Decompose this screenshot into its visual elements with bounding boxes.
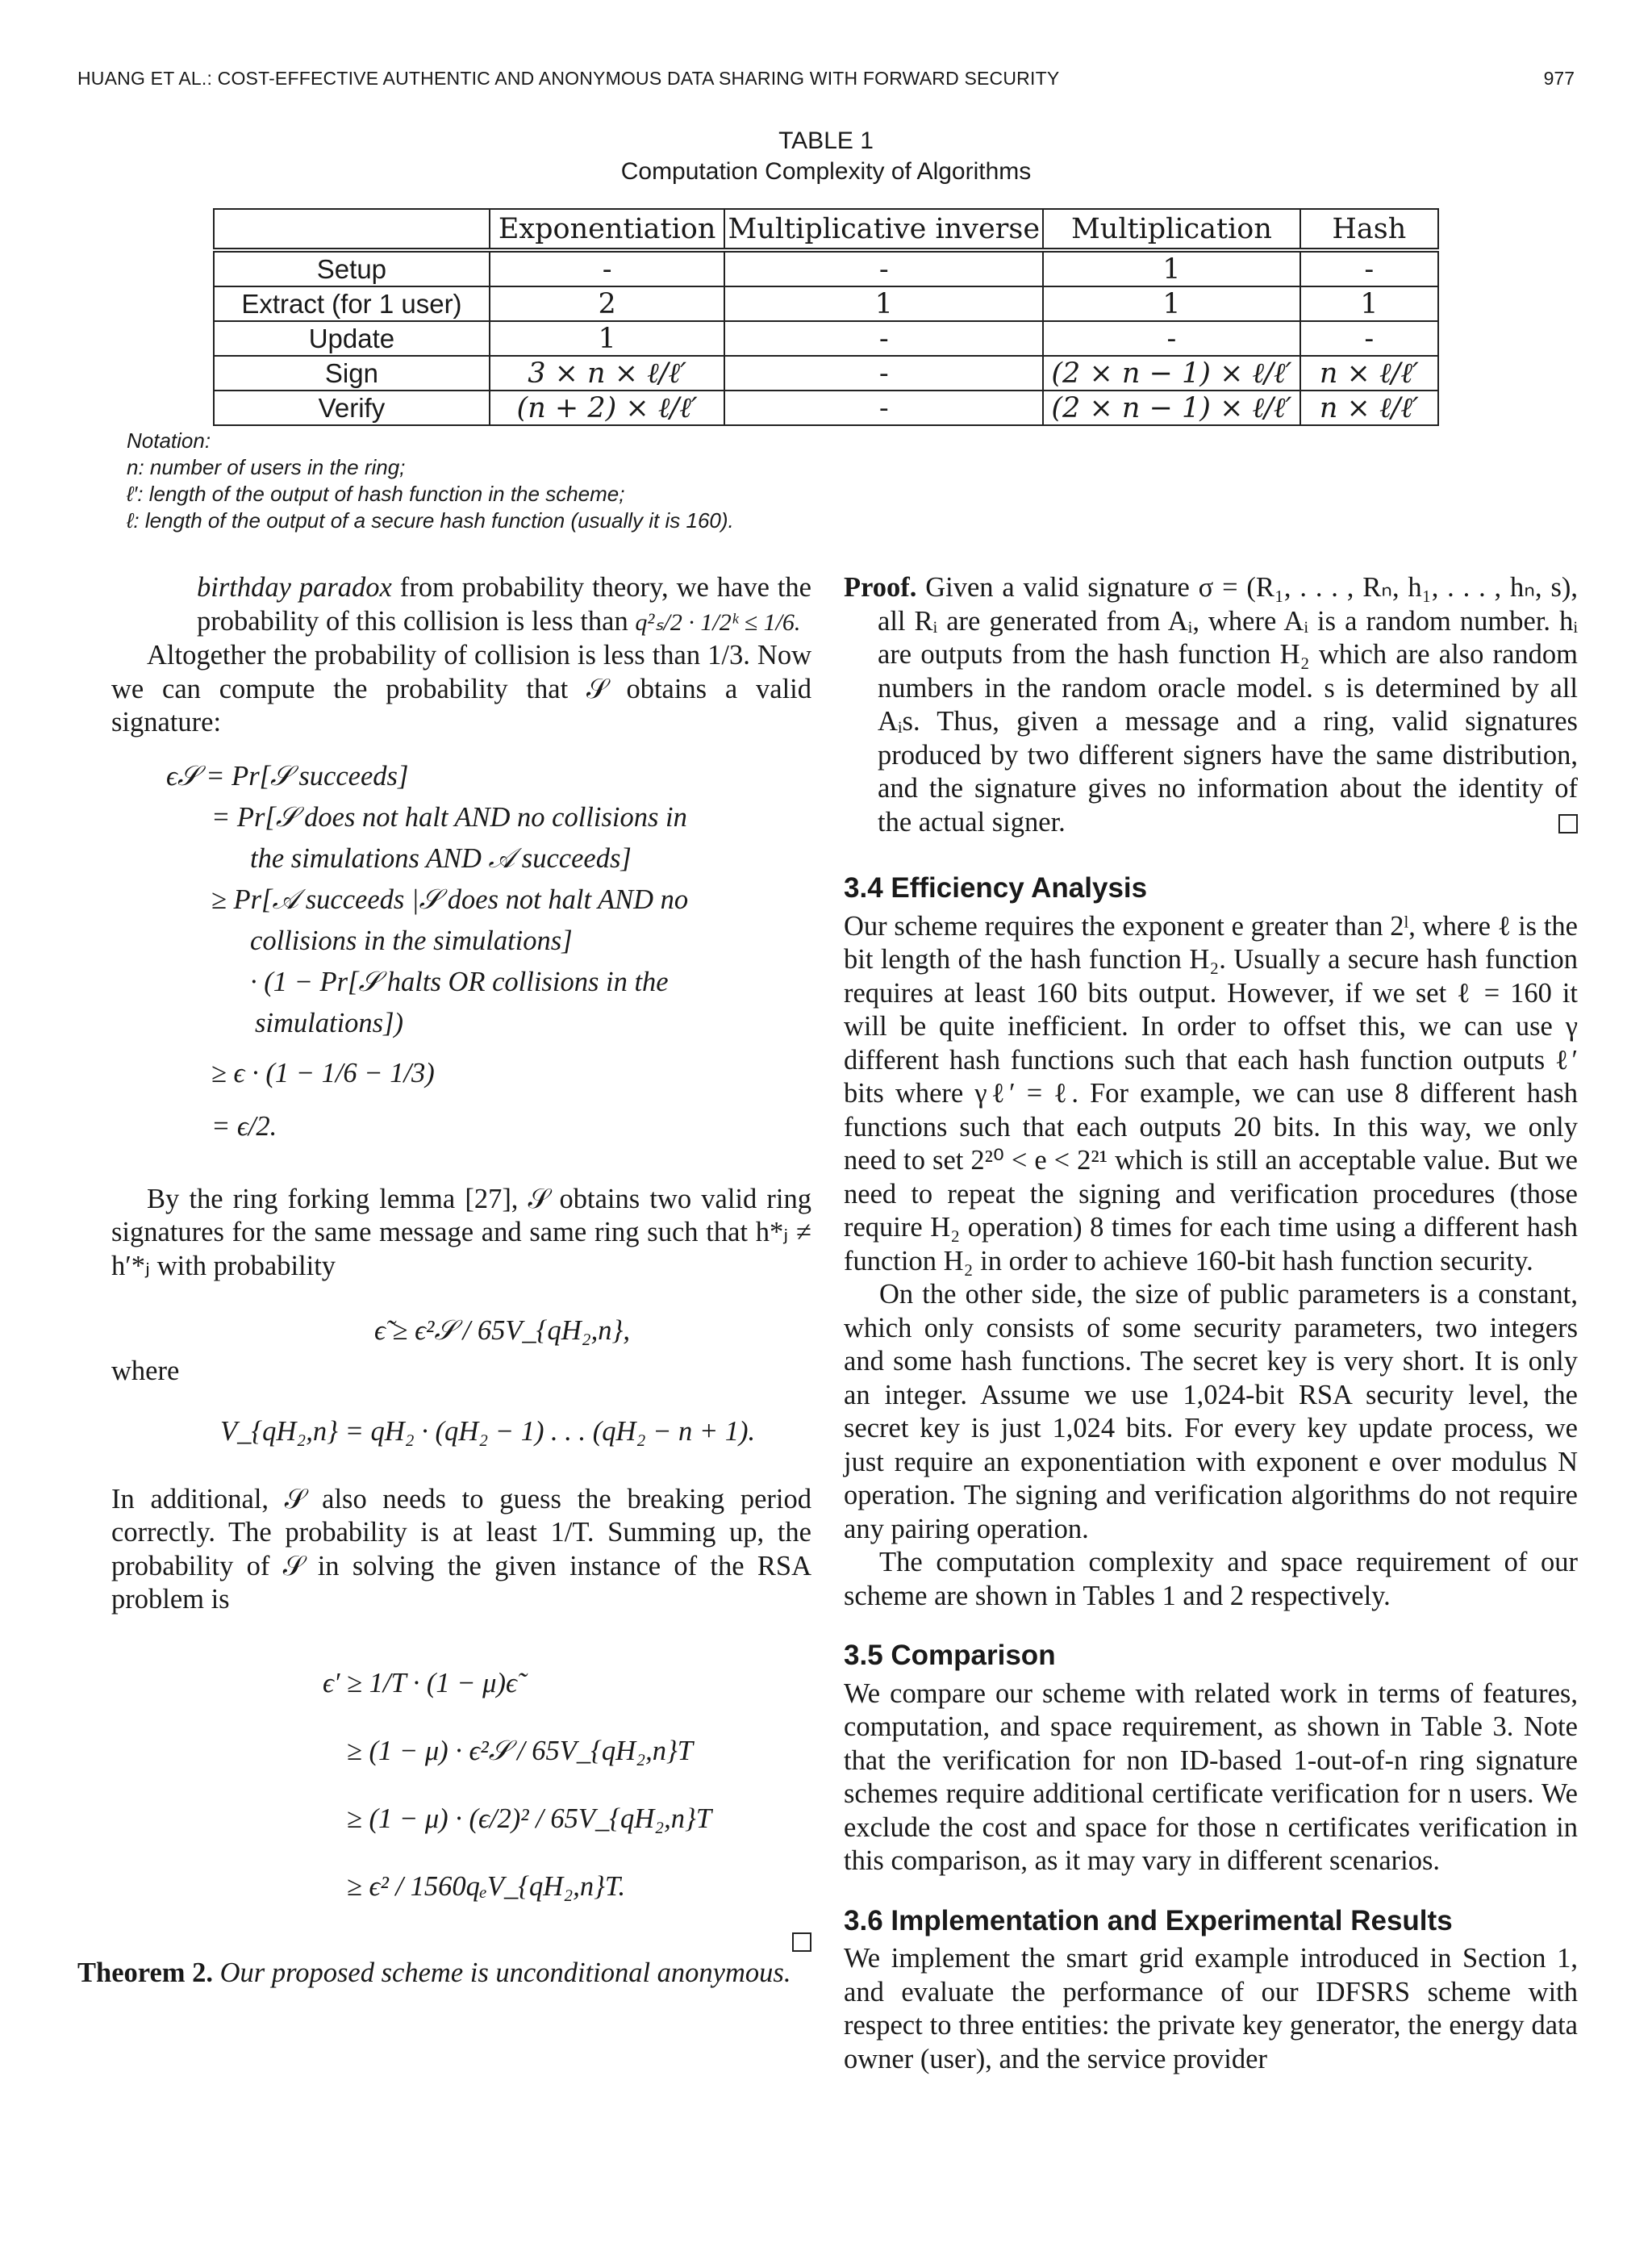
table-row	[214, 356, 1438, 391]
table-header-cell: Multiplicative inverse	[724, 209, 1043, 250]
theorem-text: Our proposed scheme is unconditional anonymous.	[219, 1957, 791, 1988]
table-row	[214, 321, 1438, 356]
theorem-label: Theorem 2.	[77, 1957, 214, 1988]
qed-row	[111, 1924, 811, 1957]
equation-epsilon-tilde: ϵ̃ ≥ ϵ²𝒮 / 65V_{qH₂,n},	[374, 1315, 630, 1346]
table-cell: n × ℓ/ℓ′	[1300, 391, 1438, 425]
notation-item: n: number of users in the ring;	[127, 455, 406, 479]
equation-line: · (1 − Pr[𝒮 halts OR collisions in the	[250, 966, 669, 997]
table-cell: -	[1300, 250, 1438, 286]
table-cell: 1	[1043, 286, 1300, 321]
table-cell: -	[1300, 321, 1438, 356]
table-cell: Verify	[214, 391, 490, 425]
notation-item: ℓ: length of the output of a secure hash function (usually it is 160).	[127, 508, 734, 533]
equation-line: ≥ Pr[𝒜 succeeds |𝒮 does not halt AND no	[211, 884, 689, 915]
qed-square-icon	[1558, 814, 1578, 833]
paragraph	[111, 571, 811, 639]
table-cell: -	[724, 356, 1043, 391]
equation-line: the simulations AND 𝒜 succeeds]	[250, 842, 632, 874]
inline-formula: q²ₛ/2 · 1/2ᵏ ≤ 1/6.	[635, 608, 801, 636]
notation-title: Notation:	[127, 428, 211, 453]
equation-v: V_{qH₂,n} = qH₂ · (qH₂ − 1) . . . (qH₂ − n + 1).	[220, 1415, 756, 1447]
paragraph: We implement the smart grid example introduced in Section 1, and evaluate the performance of our IDFSRS scheme with respect to three entities: the private key generator, the energy data owner (user), and the service provider	[844, 1943, 1578, 2074]
equation-line: ≥ (1 − μ) · (ϵ/2)² / 65V_{qH₂,n}T	[347, 1803, 712, 1834]
qed-square-icon	[792, 1932, 811, 1952]
table-caption: Computation Complexity of Algorithms	[620, 158, 1032, 185]
table-cell: 3 × n × ℓ/ℓ′	[490, 356, 725, 391]
table-cell: 1	[490, 321, 725, 356]
section-heading-3-6: 3.6 Implementation and Experimental Results	[844, 1904, 1453, 1936]
complexity-table	[213, 208, 1439, 426]
table-cell: -	[1043, 321, 1300, 356]
equation-line: collisions in the simulations]	[250, 925, 573, 956]
table-cell: 2	[490, 286, 725, 321]
paragraph: Our scheme requires the exponent e greater than 2ˡ, where ℓ is the bit length of the hash function H₂. Usually a secure hash function requires at least 160 bits output. However, if we set ℓ = 160 it will be quite inefficient. In order to offset this, we can use γ different hash functions such that each hash function outputs ℓ′ bits where γℓ′ = ℓ. For example, we can use 8 different hash functions such that each outputs 20 bits. In this way, we only need to set 2²⁰ < e < 2²¹ which is still an acceptable value. But we need to repeat the signing and verification procedures (those require H₂ operation) 8 times for each time using a different hash function H₂ in order to achieve 160-bit hash function security.	[844, 910, 1578, 1276]
table-row	[214, 286, 1438, 321]
section-heading-3-4: 3.4 Efficiency Analysis	[844, 872, 1148, 904]
table-cell: Extract (for 1 user)	[214, 286, 490, 321]
page-number: 977	[1543, 68, 1575, 89]
table-cell: -	[724, 391, 1043, 425]
table-header-cell: Exponentiation	[490, 209, 725, 250]
table-cell: (2 × n − 1) × ℓ/ℓ′	[1043, 391, 1300, 425]
paragraph: On the other side, the size of public parameters is a constant, which only consists of some security parameters, two integers and some hash functions. The secret key is very short. It is only an integer. Assume we use 1,024-bit RSA security level, the secret key is just 1,024 bits. For every key update process, we just require an exponentiation with exponent e over modulus N operation. The signing and verification algorithms do not require any pairing operation.	[844, 1279, 1578, 1544]
table-cell: Setup	[214, 250, 490, 286]
table-cell: (n + 2) × ℓ/ℓ′	[490, 391, 725, 425]
proof-label: Proof.	[844, 572, 917, 603]
table-cell: 1	[1043, 250, 1300, 286]
equation-epsilon-prime	[111, 1649, 811, 1920]
table-header-cell	[214, 209, 490, 250]
table-label: TABLE 1	[778, 127, 874, 154]
equation-line: ≥ ϵ · (1 − 1/6 − 1/3)	[211, 1057, 435, 1088]
equation-line: ϵ′ ≥ 1/T · (1 − μ)ϵ̃	[323, 1667, 517, 1698]
table-header-row	[214, 209, 1438, 250]
table-cell: Update	[214, 321, 490, 356]
paragraph: By the ring forking lemma [27], 𝒮 obtains two valid ring signatures for the same message and same ring such that h*ⱼ ≠ h′*ⱼ with probability	[111, 1183, 811, 1281]
equation-line: ≥ (1 − μ) · ϵ²𝒮 / 65V_{qH₂,n}T	[347, 1735, 693, 1766]
running-head: HUANG ET AL.: COST-EFFECTIVE AUTHENTIC AND ANONYMOUS DATA SHARING WITH FORWARD SECURITY	[77, 68, 1060, 89]
notation-item: ℓ′: length of the output of hash function in the scheme;	[127, 482, 625, 506]
theorem-2	[77, 1957, 811, 1991]
where-label: where	[111, 1356, 180, 1386]
table-cell: Sign	[214, 356, 490, 391]
table-cell: 1	[1300, 286, 1438, 321]
left-column	[77, 571, 811, 1991]
equation-line: ≥ ϵ² / 1560qₑV_{qH₂,n}T.	[347, 1870, 626, 1902]
proof-text: Given a valid signature σ = (R₁, . . . , Rₙ, h₁, . . . , hₙ, s), all Rᵢ are generated from Aᵢ, where Aᵢ is a random number. hᵢ are outputs from the hash function H₂ which are also random numbers in the random oracle model. s is determined by all Aᵢs. Thus, given a message and a ring, valid signatures produced by two different signers have the same distribution, and the signature gives no information about the identity of the actual signer.	[878, 572, 1578, 838]
equation-line: = Pr[𝒮 does not halt AND no collisions in	[211, 801, 687, 833]
table-header-cell: Multiplication	[1043, 209, 1300, 250]
paragraph-text: from probability theory, we have the probability of this collision is less than	[197, 572, 811, 637]
table-cell: 1	[724, 286, 1043, 321]
proof-paragraph	[844, 571, 1578, 839]
paragraph: Altogether the probability of collision is less than 1/3. Now we can compute the probability that 𝒮 obtains a valid signature:	[111, 640, 811, 737]
equation-probability	[111, 756, 811, 1151]
table-cell: -	[724, 321, 1043, 356]
table-cell: n × ℓ/ℓ′	[1300, 356, 1438, 391]
birthday-paradox-term: birthday paradox	[197, 572, 392, 603]
table-row	[214, 250, 1438, 286]
table-row	[214, 391, 1438, 425]
paragraph: We compare our scheme with related work in terms of features, computation, and space requirement, as shown in Table 3. Note that the verification for non ID-based 1-out-of-n ring signature schemes require additional certificate verification for n users. We exclude the cost and space for those n certificates verification in this comparison, as it may vary in different scenarios.	[844, 1677, 1578, 1876]
table-cell: -	[490, 250, 725, 286]
equation-line: = ϵ/2.	[211, 1110, 277, 1142]
table-notation	[127, 428, 734, 534]
equation-line: simulations])	[255, 1007, 404, 1038]
table-header-cell: Hash	[1300, 209, 1438, 250]
paragraph: The computation complexity and space requirement of our scheme are shown in Tables 1 and 2 respectively.	[844, 1547, 1578, 1611]
table-cell: -	[724, 250, 1043, 286]
paragraph: In additional, 𝒮 also needs to guess the breaking period correctly. The probability is at least 1/T. Summing up, the probability of 𝒮 in solving the given instance of the RSA problem is	[111, 1483, 811, 1615]
equation-line: ϵ𝒮 = Pr[𝒮 succeeds]	[166, 760, 409, 792]
section-heading-3-5: 3.5 Comparison	[844, 1640, 1056, 1671]
table-cell: (2 × n − 1) × ℓ/ℓ′	[1043, 356, 1300, 391]
right-column	[844, 571, 1578, 2076]
